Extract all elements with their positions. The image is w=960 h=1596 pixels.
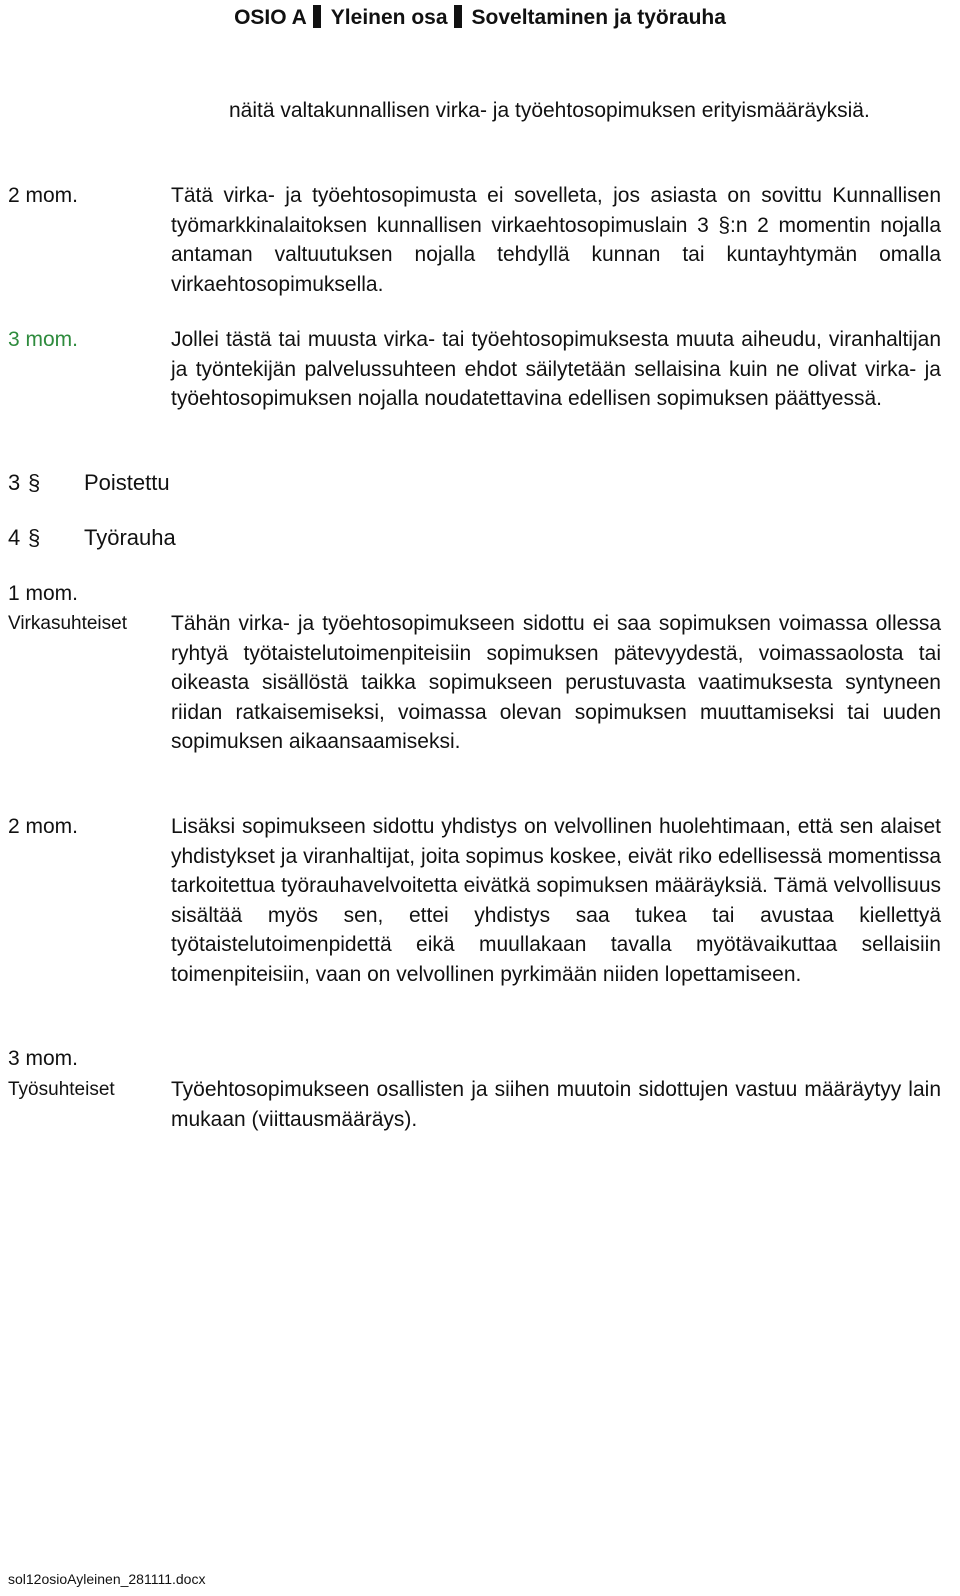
section-title: Poistettu [84, 470, 170, 495]
moment-text: Jollei tästä tai muusta virka- tai työehtosopimuksesta muuta aiheudu, viranhaltijan ja työntekijän palvelussuhteen ehdot säilytetään sellaisina kuin ne olivat virka- ja työehtosopimuksen nojalla noudatettavina edellisen sopimuksen päättyessä. [171, 328, 941, 410]
moment-label: 1 mom. [8, 582, 79, 605]
continued-paragraph: näitä valtakunnallisen virka- ja työehtosopimuksen erityismääräyksiä. [229, 99, 870, 122]
header-section: Yleinen osa [330, 6, 448, 29]
section-title: Työrauha [84, 525, 176, 550]
section-heading [8, 468, 170, 498]
header-part: OSIO A [234, 6, 307, 29]
section-number: 3 [8, 470, 21, 495]
section-heading [8, 523, 176, 553]
margin-note: Työsuhteiset [8, 1079, 115, 1100]
header-separator [313, 5, 321, 28]
moment-label-changed: 3 mom. [8, 328, 79, 351]
moment-text: Tätä virka- ja työehtosopimusta ei sovelleta, jos asiasta on sovittu Kunnallisen työmarkkinalaitoksen kunnallisen virkaehtosopimuslain 3 §:n 2 momentin nojalla antaman valtuutuksen nojalla tehdyllä kunnan tai kuntayhtymän omalla virkaehtosopimuksella. [171, 184, 941, 296]
moment-text: Tähän virka- ja työehtosopimukseen sidottu ei saa sopimuksen voimassa ollessa ryhtyä työtaistelutoimenpiteisiin sopimuksen pätevyydestä, voimassaolosta tai oikeasta sisällöstä taikka sopimukseen perustuvasta vaatimuksesta syntyneen riidan ratkaisemiseksi, voimassa olevan sopimuksen muuttamiseksi tai uuden sopimuksen aikaansaamiseksi. [171, 612, 941, 753]
footer-filename: sol12osioAyleinen_281111.docx [8, 1571, 206, 1587]
section-sign: § [28, 470, 41, 495]
moment-label: 3 mom. [8, 1047, 79, 1070]
moment-text: Työehtosopimukseen osallisten ja siihen muutoin sidottujen vastuu määräytyy lain mukaan (viittausmääräys). [171, 1078, 941, 1131]
moment-text: Lisäksi sopimukseen sidottu yhdistys on velvollinen huolehtimaan, että sen alaiset yhdistykset ja viranhaltijat, joita sopimus koskee, eivät riko edellisessä momentissa tarkoitettua työrauhavelvoitetta eivätkä sopimuksen määräyksiä. Tämä velvollisuus sisältää myös sen, ettei yhdistys saa tukea tai avustaa kiellettyä työtaistelutoimenpidettä eikä muullakaan tavalla myötävaikuttaa sellaisiin toimenpiteisiin, vaan on velvollinen pyrkimään niiden lopettamiseen. [171, 815, 941, 986]
moment-label: 2 mom. [8, 815, 79, 838]
margin-note: Virkasuhteiset [8, 613, 127, 634]
moment-label: 2 mom. [8, 184, 79, 207]
header-separator [454, 5, 462, 28]
section-number: 4 [8, 525, 21, 550]
section-sign: § [28, 525, 41, 550]
page-header [0, 4, 960, 32]
header-topic: Soveltaminen ja työrauha [471, 6, 726, 29]
